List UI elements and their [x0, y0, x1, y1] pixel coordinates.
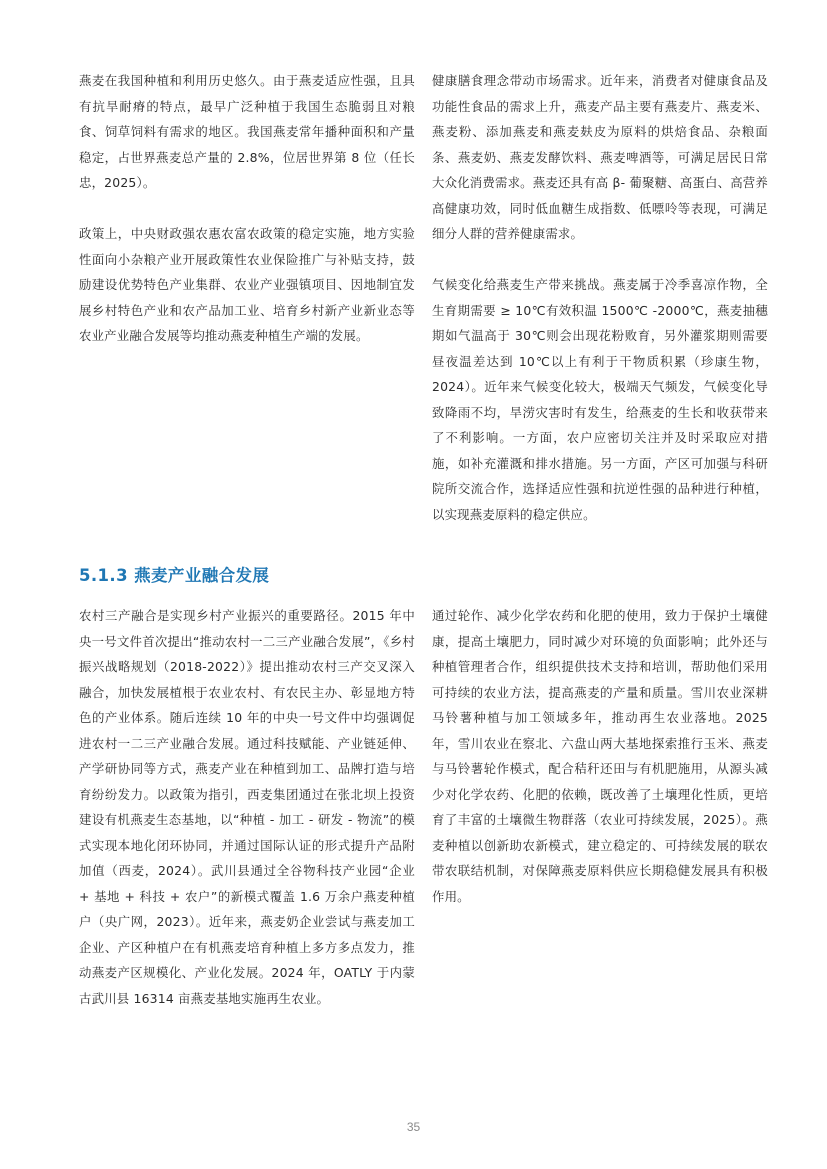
paragraph-spacer [79, 196, 415, 222]
paragraph-industry-integration: 农村三产融合是实现乡村产业振兴的重要路径。2015 年中央一号文件首次提出“推动农村一二三产业融合发展”，《乡村振兴战略规划（2018-2022）》提出推动农村三产交叉深入融合，加快发展植根于农业农村、有农民主办、彰显地方特色的产业体系。随后连续 10 年的中央一号文件中均强调促进农村一二三产业融合发展。通过科技赋能、产业链延伸、产学研协同等方式，燕麦产业在种植到加工、品牌打造与培育纷纷发力。以政策为指引，西麦集团通过在张北坝上投资建设有机燕麦生态基地，以“种植 - 加工 - 研发 - 物流”的模式实现本地化闭环协同，并通过国际认证的形式提升产品附加值（西麦，2024）。武川县通过全谷物科技产业园“企业 + 基地 + 科技 + 农户”的新模式覆盖 1.6 万余户燕麦种植户（央广网，2023）。近年来，燕麦奶企业尝试与燕麦加工企业、产区种植户在有机燕麦培育种植上多方多点发力，推动燕麦产区规模化、产业化发展。2024 年，OATLY 于内蒙古武川县 16314 亩燕麦基地实施再生农业。 [79, 608, 415, 1006]
paragraph-policy-support: 政策上，中央财政强农惠农富农政策的稳定实施，地方实验性面向小杂粮产业开展政策性农业保险推广与补贴支持，鼓励建设优势特色产业集群、农业产业强镇项目、因地制宜发展乡村特色产业和农产品加工业、培育乡村新产业新业态等农业产业融合发展等均推动燕麦种植生产端的发展。 [79, 226, 415, 343]
section-heading: 5.1.3 燕麦产业融合发展 [79, 566, 270, 585]
top-left-column [79, 68, 415, 349]
bottom-right-column [432, 603, 768, 909]
paragraph-health-demand: 健康膳食理念带动市场需求。近年来，消费者对健康食品及功能性食品的需求上升，燕麦产品主要有燕麦片、燕麦米、燕麦粉、添加燕麦和燕麦麸皮为原料的烘焙食品、杂粮面条、燕麦奶、燕麦发酵饮料、燕麦啤酒等，可满足居民日常大众化消费需求。燕麦还具有高 β- 葡聚糖、高蛋白、高营养高健康功效，同时低血糖生成指数、低嘌呤等表现，可满足细分人群的营养健康需求。 [432, 73, 768, 241]
paragraph-spacer [432, 247, 768, 273]
paragraph-regenerative-agriculture: 通过轮作、减少化学农药和化肥的使用，致力于保护土壤健康，提高土壤肥力，同时减少对环境的负面影响；此外还与种植管理者合作，组织提供技术支持和培训，帮助他们采用可持续的农业方法，提高燕麦的产量和质量。雪川农业深耕马铃薯种植与加工领域多年，推动再生农业落地。2025 年，雪川农业在察北、六盘山两大基地探索推行玉米、燕麦与马铃薯轮作模式，配合秸秆还田与有机肥施用，从源头减少对化学农药、化肥的依赖，既改善了土壤理化性质，更培育了丰富的土壤微生物群落（农业可持续发展，2025）。燕麦种植以创新助农新模式，建立稳定的、可持续发展的联农带农联结机制，对保障燕麦原料供应长期稳健发展具有积极作用。 [432, 608, 768, 904]
paragraph-oat-history: 燕麦在我国种植和利用历史悠久。由于燕麦适应性强，且具有抗旱耐瘠的特点，最早广泛种植于我国生态脆弱且对粮食、饲草饲料有需求的地区。我国燕麦常年播种面积和产量稳定，占世界燕麦总产量的 2.8%，位居世界第 8 位（任长忠，2025）。 [79, 73, 415, 190]
page-number: 35 [406, 1120, 421, 1134]
paragraph-climate-challenge: 气候变化给燕麦生产带来挑战。燕麦属于冷季喜凉作物，全生育期需要 ≥ 10℃有效积温 1500℃ -2000℃，燕麦抽穗期如气温高于 30℃则会出现花粉败育，另外灌浆期则需要昼夜温差达到 10℃以上有利于干物质积累（珍康生物，2024）。近年来气候变化较大，极端天气频发，气候变化导致降雨不均，旱涝灾害时有发生，给燕麦的生长和收获带来了不利影响。一方面，农户应密切关注并及时采取应对措施，如补充灌溉和排水措施。另一方面，产区可加强与科研院所交流合作，选择适应性强和抗逆性强的品种进行种植，以实现燕麦原料的稳定供应。 [432, 277, 768, 522]
bottom-left-column [79, 603, 415, 1011]
top-right-column [432, 68, 768, 527]
